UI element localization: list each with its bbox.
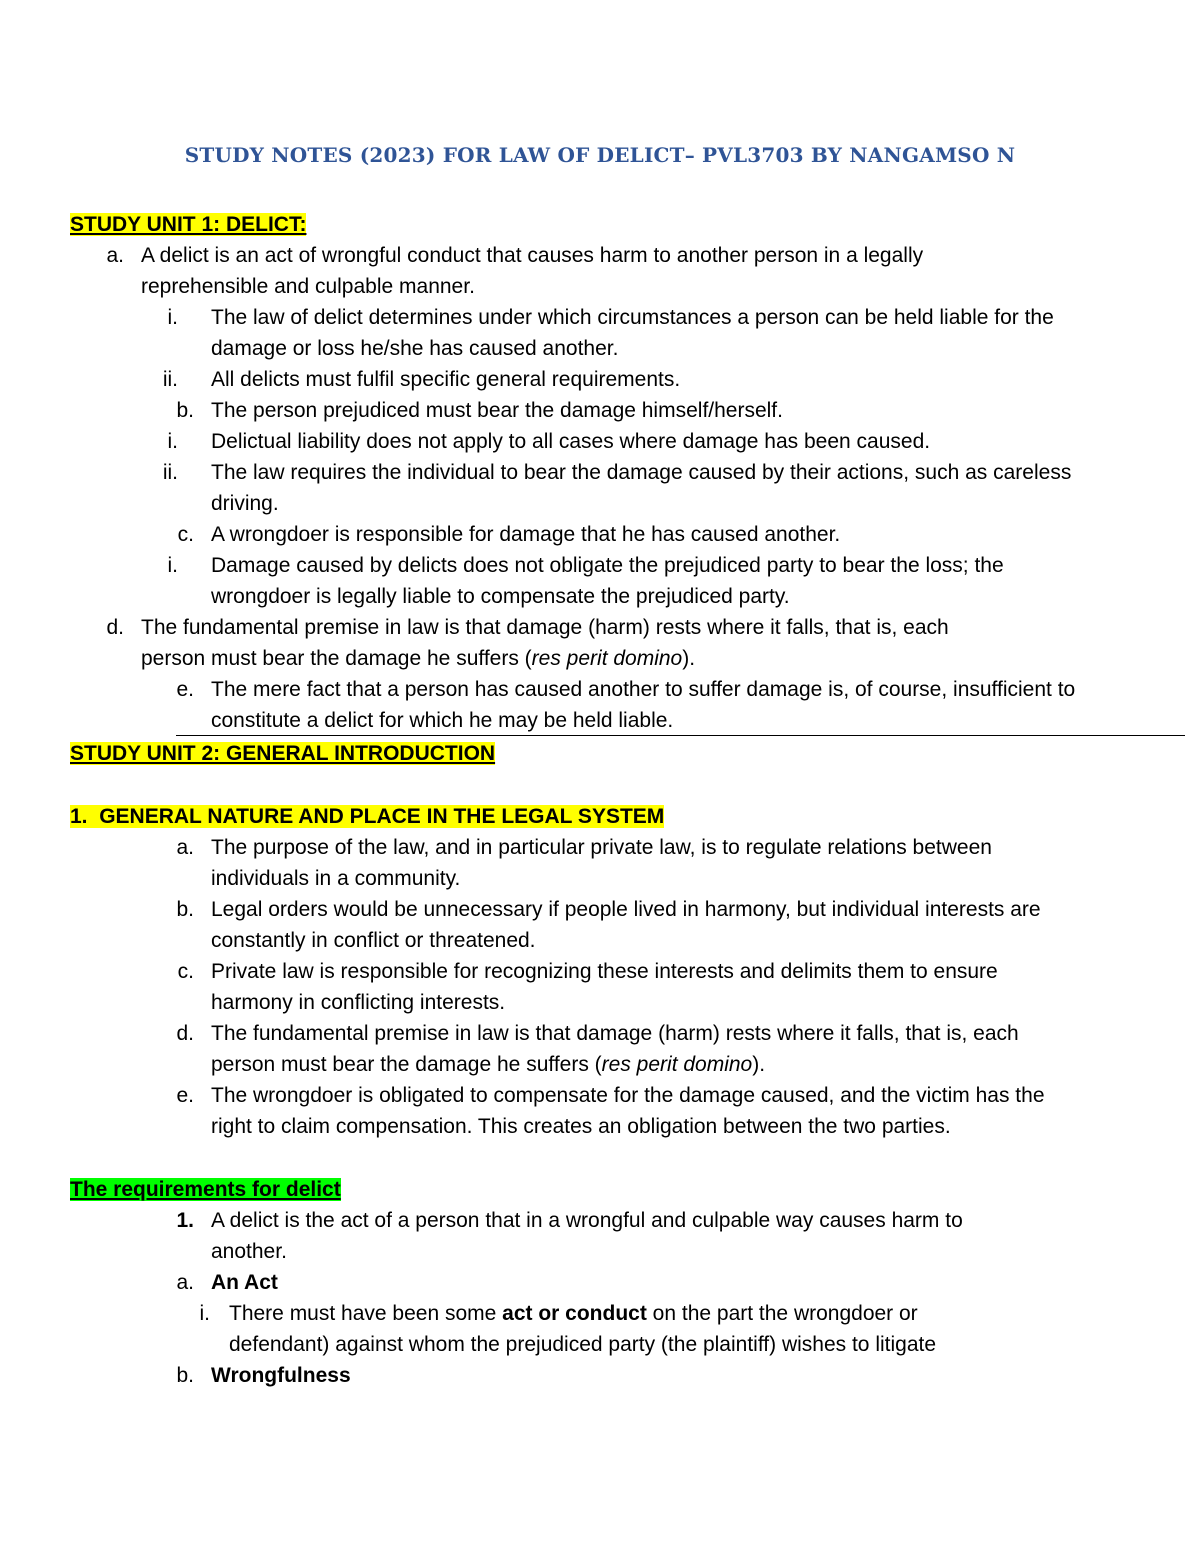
list-item: Delictual liability does not apply to all cases where damage has been caused. (211, 430, 931, 453)
list-item: The wrongdoer is obligated to compensate for the damage caused, and the victim has the (211, 1084, 1045, 1107)
list-marker: a. (176, 1271, 194, 1294)
list-marker: 1. (176, 1209, 194, 1232)
section1-gap (88, 805, 100, 828)
list-marker: b. (176, 898, 194, 921)
requirement-act-heading: An Act (211, 1271, 278, 1294)
list-item-continuation: driving. (211, 492, 279, 515)
list-marker: a. (106, 244, 124, 267)
list-item: The law of delict determines under which circumstances a person can be held liable for the (211, 306, 1054, 329)
requirements-heading (70, 1174, 341, 1205)
list-item-continuation: reprehensible and culpable manner. (141, 275, 475, 298)
text-segment: ). (682, 647, 696, 670)
list-item: A delict is the act of a person that in a wrongful and culpable way causes harm to (211, 1209, 963, 1232)
requirement-wrongfulness-heading: Wrongfulness (211, 1364, 351, 1387)
list-item-continuation: right to claim compensation. This creates an obligation between the two parties. (211, 1115, 951, 1138)
list-marker: b. (176, 1364, 194, 1387)
list-item: Private law is responsible for recognizing these interests and delimits them to ensure (211, 960, 998, 983)
list-marker: i. (167, 554, 178, 577)
list-item: The mere fact that a person has caused another to suffer damage is, of course, insufficient to (211, 678, 1076, 701)
page-title: STUDY NOTES (2023) FOR LAW OF DELICT– PVL3703 BY NANGAMSO N (184, 143, 1016, 167)
text-segment: on the part the wrongdoer or (646, 1302, 918, 1325)
list-item: A wrongdoer is responsible for damage that he has caused another. (211, 523, 841, 546)
unit2-heading (70, 738, 495, 769)
section1-heading-text: GENERAL NATURE AND PLACE IN THE LEGAL SYSTEM (99, 805, 665, 828)
unit1-heading (70, 209, 306, 240)
list-item-continuation (211, 1049, 765, 1080)
text-segment: There must have been some (229, 1302, 503, 1325)
list-marker: b. (176, 399, 194, 422)
list-marker: c. (177, 523, 194, 546)
list-item: All delicts must fulfil specific general requirements. (211, 368, 681, 391)
unit2-heading-text: STUDY UNIT 2: GENERAL INTRODUCTION (70, 742, 496, 765)
list-marker: c. (177, 960, 194, 983)
bold-phrase: act or conduct (502, 1302, 647, 1325)
list-item-continuation: individuals in a community. (211, 867, 461, 890)
list-item (229, 1298, 918, 1329)
list-item: The fundamental premise in law is that damage (harm) rests where it falls, that is, each (211, 1022, 1019, 1045)
list-item-continuation: wrongdoer is legally liable to compensate the prejudiced party. (211, 585, 790, 608)
list-item: Damage caused by delicts does not obligate the prejudiced party to bear the loss; the (211, 554, 1004, 577)
list-item: The purpose of the law, and in particular private law, is to regulate relations between (211, 836, 992, 859)
horizontal-rule (176, 735, 1185, 736)
list-item-continuation (141, 643, 695, 674)
text-segment: person must bear the damage he suffers ( (211, 1053, 602, 1076)
list-item: The fundamental premise in law is that damage (harm) rests where it falls, that is, each (141, 616, 949, 639)
text-segment: ). (752, 1053, 766, 1076)
list-marker: d. (176, 1022, 194, 1045)
list-item-continuation: defendant) against whom the prejudiced party (the plaintiff) wishes to litigate (229, 1333, 937, 1356)
section1-number: 1. (70, 805, 88, 828)
requirements-heading-text: The requirements for delict (70, 1178, 341, 1201)
list-item: Legal orders would be unnecessary if people lived in harmony, but individual interests are (211, 898, 1041, 921)
list-marker: e. (176, 1084, 194, 1107)
list-marker: a. (176, 836, 194, 859)
latin-phrase: res perit domino (601, 1053, 753, 1076)
unit1-heading-text: STUDY UNIT 1: DELICT: (70, 213, 307, 236)
list-item: A delict is an act of wrongful conduct that causes harm to another person in a legally (141, 244, 924, 267)
list-marker: i. (167, 306, 178, 329)
list-marker: ii. (162, 461, 178, 484)
list-item-continuation: constitute a delict for which he may be held liable. (211, 709, 674, 732)
list-marker: i. (167, 430, 178, 453)
list-item-continuation: constantly in conflict or threatened. (211, 929, 536, 952)
list-marker: ii. (162, 368, 178, 391)
text-segment: person must bear the damage he suffers ( (141, 647, 532, 670)
list-item-continuation: another. (211, 1240, 287, 1263)
list-marker: e. (176, 678, 194, 701)
list-item-continuation: harmony in conflicting interests. (211, 991, 506, 1014)
section1-heading (70, 801, 664, 832)
list-item: The person prejudiced must bear the damage himself/herself. (211, 399, 783, 422)
list-item-continuation: damage or loss he/she has caused another. (211, 337, 619, 360)
list-marker: i. (199, 1302, 210, 1325)
list-item: The law requires the individual to bear the damage caused by their actions, such as careless (211, 461, 1072, 484)
latin-phrase: res perit domino (531, 647, 683, 670)
list-marker: d. (106, 616, 124, 639)
